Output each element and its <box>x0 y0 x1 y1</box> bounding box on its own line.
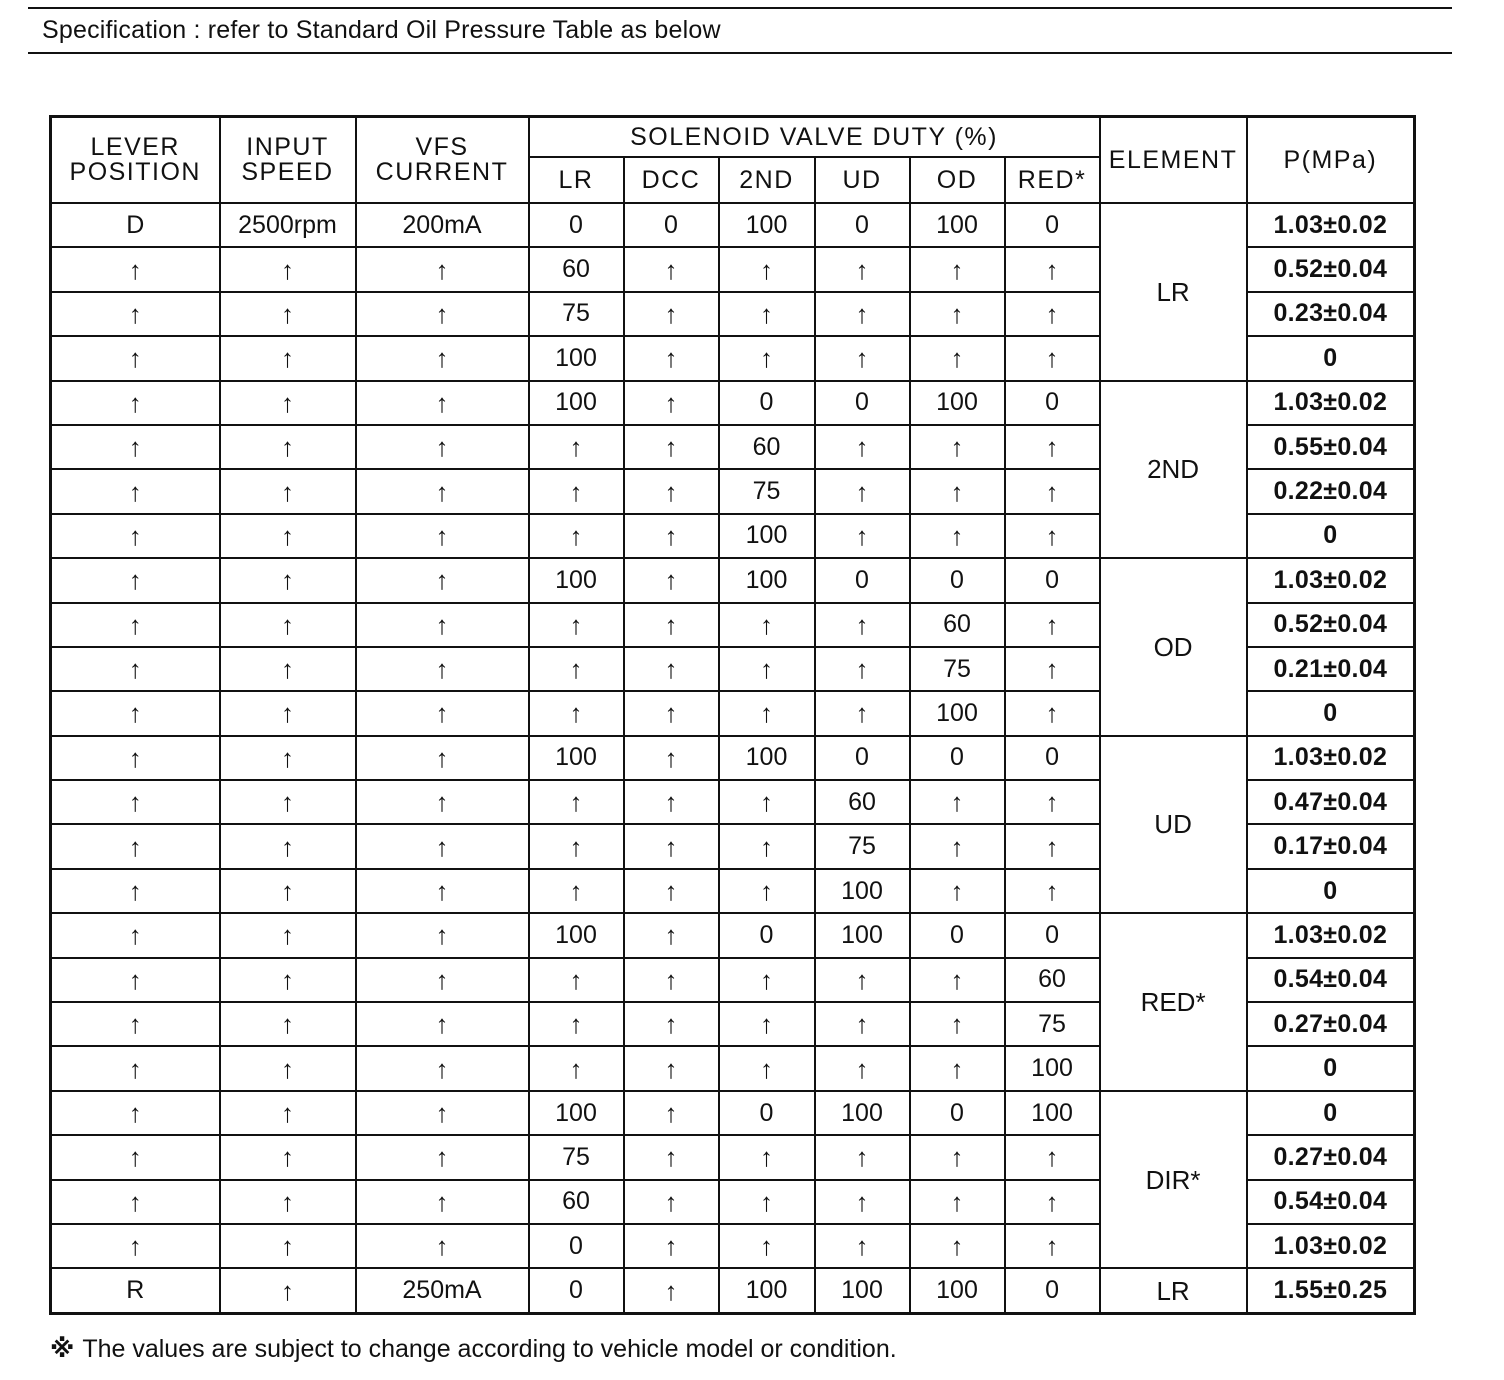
header-solenoid-ud: UD <box>815 157 910 203</box>
pressure-cell: 1.03±0.02 <box>1247 203 1415 247</box>
header-lever-position-label: LEVER POSITION <box>69 133 201 186</box>
pressure-cell: 1.03±0.02 <box>1247 913 1415 957</box>
vfs-current-cell: ↑ <box>356 736 529 780</box>
duty-cell: ↑ <box>719 603 815 647</box>
duty-cell: 0 <box>1005 736 1100 780</box>
header-pressure: P(MPa) <box>1247 117 1415 204</box>
duty-cell: ↑ <box>624 558 719 602</box>
duty-cell: ↑ <box>1005 292 1100 336</box>
duty-cell: ↑ <box>910 247 1005 291</box>
duty-cell: ↑ <box>910 1002 1005 1046</box>
duty-cell: ↑ <box>1005 869 1100 913</box>
duty-cell: 0 <box>529 203 624 247</box>
duty-cell: 100 <box>719 558 815 602</box>
top-rule <box>28 7 1452 9</box>
input-speed-cell: ↑ <box>220 958 356 1002</box>
duty-cell: ↑ <box>624 913 719 957</box>
duty-cell: ↑ <box>815 247 910 291</box>
duty-cell: 100 <box>529 1091 624 1135</box>
input-speed-cell: ↑ <box>220 469 356 513</box>
vfs-current-cell: ↑ <box>356 1224 529 1268</box>
header-solenoid-valve-duty: SOLENOID VALVE DUTY (%) <box>529 117 1100 158</box>
pressure-cell: 1.55±0.25 <box>1247 1268 1415 1313</box>
header-solenoid-2nd: 2ND <box>719 157 815 203</box>
duty-cell: 0 <box>815 736 910 780</box>
duty-cell: ↑ <box>1005 247 1100 291</box>
duty-cell: ↑ <box>910 1135 1005 1179</box>
vfs-current-cell: ↑ <box>356 1135 529 1179</box>
lever-cell: ↑ <box>51 1091 220 1135</box>
duty-cell: 100 <box>910 203 1005 247</box>
duty-cell: ↑ <box>624 647 719 691</box>
duty-cell: ↑ <box>719 1224 815 1268</box>
header-solenoid-lr: LR <box>529 157 624 203</box>
duty-cell: 75 <box>1005 1002 1100 1046</box>
header-solenoid-red: RED* <box>1005 157 1100 203</box>
duty-cell: ↑ <box>1005 1180 1100 1224</box>
pressure-cell: 0.52±0.04 <box>1247 247 1415 291</box>
vfs-current-cell: ↑ <box>356 336 529 380</box>
vfs-current-cell: ↑ <box>356 1002 529 1046</box>
table-body <box>51 203 1415 1313</box>
duty-cell: ↑ <box>624 425 719 469</box>
duty-cell: 100 <box>529 558 624 602</box>
vfs-current-cell: ↑ <box>356 824 529 868</box>
duty-cell: ↑ <box>815 514 910 558</box>
duty-cell: ↑ <box>624 1268 719 1313</box>
oil-pressure-table <box>49 115 1416 1315</box>
duty-cell: ↑ <box>815 425 910 469</box>
duty-cell: 100 <box>719 1268 815 1313</box>
vfs-current-cell: ↑ <box>356 691 529 735</box>
duty-cell: ↑ <box>719 691 815 735</box>
duty-cell: ↑ <box>719 1002 815 1046</box>
duty-cell: ↑ <box>1005 336 1100 380</box>
input-speed-cell: ↑ <box>220 780 356 824</box>
lever-cell: ↑ <box>51 647 220 691</box>
table-row <box>51 203 1415 247</box>
duty-cell: ↑ <box>529 603 624 647</box>
element-cell: RED* <box>1100 913 1247 1091</box>
input-speed-cell: ↑ <box>220 1224 356 1268</box>
duty-cell: 0 <box>529 1268 624 1313</box>
duty-cell: 100 <box>815 869 910 913</box>
vfs-current-cell: ↑ <box>356 913 529 957</box>
input-speed-cell: 2500rpm <box>220 203 356 247</box>
vfs-current-cell: 250mA <box>356 1268 529 1313</box>
lever-cell: ↑ <box>51 913 220 957</box>
duty-cell: ↑ <box>624 869 719 913</box>
pressure-cell: 0.17±0.04 <box>1247 824 1415 868</box>
input-speed-cell: ↑ <box>220 1135 356 1179</box>
duty-cell: ↑ <box>719 1046 815 1090</box>
duty-cell: ↑ <box>719 824 815 868</box>
duty-cell: ↑ <box>815 691 910 735</box>
header-solenoid-od: OD <box>910 157 1005 203</box>
vfs-current-cell: ↑ <box>356 958 529 1002</box>
duty-cell: ↑ <box>1005 691 1100 735</box>
duty-cell: ↑ <box>624 381 719 425</box>
duty-cell: ↑ <box>910 425 1005 469</box>
duty-cell: 0 <box>910 913 1005 957</box>
input-speed-cell: ↑ <box>220 558 356 602</box>
duty-cell: 75 <box>719 469 815 513</box>
element-cell: LR <box>1100 1268 1247 1313</box>
vfs-current-cell: ↑ <box>356 780 529 824</box>
pressure-cell: 0.22±0.04 <box>1247 469 1415 513</box>
pressure-cell: 0.54±0.04 <box>1247 1180 1415 1224</box>
input-speed-cell: ↑ <box>220 247 356 291</box>
input-speed-cell: ↑ <box>220 1046 356 1090</box>
vfs-current-cell: ↑ <box>356 514 529 558</box>
duty-cell: ↑ <box>624 514 719 558</box>
duty-cell: 100 <box>815 1268 910 1313</box>
duty-cell: ↑ <box>1005 514 1100 558</box>
duty-cell: ↑ <box>815 1135 910 1179</box>
duty-cell: ↑ <box>624 469 719 513</box>
lever-cell: ↑ <box>51 425 220 469</box>
duty-cell: ↑ <box>529 958 624 1002</box>
duty-cell: ↑ <box>624 1002 719 1046</box>
input-speed-cell: ↑ <box>220 603 356 647</box>
duty-cell: 75 <box>815 824 910 868</box>
pressure-cell: 0 <box>1247 1046 1415 1090</box>
duty-cell: ↑ <box>624 603 719 647</box>
lever-cell: ↑ <box>51 469 220 513</box>
duty-cell: 0 <box>1005 913 1100 957</box>
duty-cell: 100 <box>529 913 624 957</box>
input-speed-cell: ↑ <box>220 514 356 558</box>
duty-cell: 0 <box>529 1224 624 1268</box>
header-lever-position <box>51 117 220 204</box>
duty-cell: ↑ <box>624 780 719 824</box>
duty-cell: ↑ <box>815 958 910 1002</box>
duty-cell: ↑ <box>624 247 719 291</box>
duty-cell: ↑ <box>1005 1224 1100 1268</box>
vfs-current-cell: ↑ <box>356 247 529 291</box>
duty-cell: 75 <box>529 292 624 336</box>
table-row <box>51 381 1415 425</box>
header-vfs-current <box>356 117 529 204</box>
duty-cell: ↑ <box>815 603 910 647</box>
duty-cell: 0 <box>815 381 910 425</box>
footnote <box>50 1334 897 1364</box>
lever-cell: ↑ <box>51 780 220 824</box>
duty-cell: ↑ <box>1005 425 1100 469</box>
duty-cell: 75 <box>529 1135 624 1179</box>
input-speed-cell: ↑ <box>220 913 356 957</box>
duty-cell: 100 <box>719 736 815 780</box>
vfs-current-cell: ↑ <box>356 1046 529 1090</box>
lever-cell: ↑ <box>51 336 220 380</box>
duty-cell: 0 <box>719 381 815 425</box>
duty-cell: 0 <box>719 1091 815 1135</box>
duty-cell: ↑ <box>719 292 815 336</box>
duty-cell: ↑ <box>624 691 719 735</box>
duty-cell: 100 <box>815 1091 910 1135</box>
duty-cell: ↑ <box>1005 780 1100 824</box>
duty-cell: ↑ <box>815 1180 910 1224</box>
duty-cell: 0 <box>1005 558 1100 602</box>
lever-cell: ↑ <box>51 869 220 913</box>
input-speed-cell: ↑ <box>220 1268 356 1313</box>
table-row <box>51 558 1415 602</box>
pressure-cell: 0.54±0.04 <box>1247 958 1415 1002</box>
duty-cell: ↑ <box>910 869 1005 913</box>
input-speed-cell: ↑ <box>220 1091 356 1135</box>
pressure-cell: 0 <box>1247 336 1415 380</box>
duty-cell: ↑ <box>719 247 815 291</box>
pressure-cell: 0.23±0.04 <box>1247 292 1415 336</box>
duty-cell: ↑ <box>1005 469 1100 513</box>
pressure-cell: 0.55±0.04 <box>1247 425 1415 469</box>
duty-cell: 100 <box>910 1268 1005 1313</box>
lever-cell: ↑ <box>51 824 220 868</box>
duty-cell: 100 <box>719 514 815 558</box>
pressure-cell: 0 <box>1247 514 1415 558</box>
vfs-current-cell: ↑ <box>356 1091 529 1135</box>
input-speed-cell: ↑ <box>220 647 356 691</box>
duty-cell: ↑ <box>529 647 624 691</box>
note-mark-icon: ※ <box>50 1335 75 1363</box>
duty-cell: ↑ <box>624 292 719 336</box>
lever-cell: ↑ <box>51 1224 220 1268</box>
duty-cell: ↑ <box>624 958 719 1002</box>
input-speed-cell: ↑ <box>220 381 356 425</box>
pressure-cell: 1.03±0.02 <box>1247 736 1415 780</box>
lever-cell: ↑ <box>51 1002 220 1046</box>
duty-cell: ↑ <box>624 1180 719 1224</box>
element-cell: OD <box>1100 558 1247 736</box>
duty-cell: 75 <box>910 647 1005 691</box>
duty-cell: ↑ <box>815 1046 910 1090</box>
duty-cell: ↑ <box>910 1046 1005 1090</box>
duty-cell: 0 <box>910 736 1005 780</box>
lever-cell: R <box>51 1268 220 1313</box>
element-cell: LR <box>1100 203 1247 381</box>
duty-cell: ↑ <box>1005 1135 1100 1179</box>
pressure-cell: 0.47±0.04 <box>1247 780 1415 824</box>
vfs-current-cell: ↑ <box>356 603 529 647</box>
duty-cell: 0 <box>1005 1268 1100 1313</box>
duty-cell: 0 <box>910 558 1005 602</box>
duty-cell: ↑ <box>529 1046 624 1090</box>
duty-cell: 60 <box>1005 958 1100 1002</box>
table-row <box>51 1268 1415 1313</box>
duty-cell: 100 <box>910 381 1005 425</box>
duty-cell: ↑ <box>815 292 910 336</box>
table-row <box>51 913 1415 957</box>
duty-cell: ↑ <box>815 647 910 691</box>
lever-cell: ↑ <box>51 691 220 735</box>
duty-cell: ↑ <box>815 1002 910 1046</box>
duty-cell: ↑ <box>910 469 1005 513</box>
lever-cell: ↑ <box>51 736 220 780</box>
duty-cell: ↑ <box>624 336 719 380</box>
duty-cell: ↑ <box>529 691 624 735</box>
duty-cell: ↑ <box>529 1002 624 1046</box>
vfs-current-cell: ↑ <box>356 647 529 691</box>
input-speed-cell: ↑ <box>220 425 356 469</box>
vfs-current-cell: ↑ <box>356 381 529 425</box>
vfs-current-cell: 200mA <box>356 203 529 247</box>
header-input-speed <box>220 117 356 204</box>
pressure-cell: 0.27±0.04 <box>1247 1002 1415 1046</box>
pressure-cell: 0 <box>1247 691 1415 735</box>
duty-cell: ↑ <box>719 1135 815 1179</box>
duty-cell: ↑ <box>910 514 1005 558</box>
input-speed-cell: ↑ <box>220 736 356 780</box>
duty-cell: 0 <box>815 558 910 602</box>
lever-cell: ↑ <box>51 603 220 647</box>
lever-cell: ↑ <box>51 1135 220 1179</box>
lever-cell: ↑ <box>51 1046 220 1090</box>
lever-cell: ↑ <box>51 958 220 1002</box>
pressure-cell: 0.52±0.04 <box>1247 603 1415 647</box>
duty-cell: ↑ <box>910 292 1005 336</box>
duty-cell: ↑ <box>910 780 1005 824</box>
header-input-speed-label: INPUT SPEED <box>241 133 334 186</box>
lever-cell: ↑ <box>51 558 220 602</box>
duty-cell: 60 <box>529 247 624 291</box>
input-speed-cell: ↑ <box>220 691 356 735</box>
pressure-cell: 1.03±0.02 <box>1247 558 1415 602</box>
duty-cell: ↑ <box>529 425 624 469</box>
duty-cell: ↑ <box>1005 647 1100 691</box>
duty-cell: 100 <box>910 691 1005 735</box>
specification-line: Specification : refer to Standard Oil Pressure Table as below <box>42 16 721 44</box>
duty-cell: 100 <box>529 736 624 780</box>
input-speed-cell: ↑ <box>220 1002 356 1046</box>
duty-cell: 0 <box>1005 381 1100 425</box>
duty-cell: 60 <box>529 1180 624 1224</box>
duty-cell: ↑ <box>529 824 624 868</box>
pressure-cell: 1.03±0.02 <box>1247 381 1415 425</box>
input-speed-cell: ↑ <box>220 336 356 380</box>
vfs-current-cell: ↑ <box>356 469 529 513</box>
duty-cell: ↑ <box>624 1091 719 1135</box>
duty-cell: ↑ <box>910 824 1005 868</box>
footnote-text: The values are subject to change according to vehicle model or condition. <box>82 1335 897 1363</box>
header-element: ELEMENT <box>1100 117 1247 204</box>
duty-cell: 100 <box>529 336 624 380</box>
pressure-cell: 0 <box>1247 869 1415 913</box>
duty-cell: ↑ <box>529 869 624 913</box>
duty-cell: 0 <box>815 203 910 247</box>
element-cell: UD <box>1100 736 1247 914</box>
duty-cell: ↑ <box>624 1224 719 1268</box>
pressure-cell: 0.21±0.04 <box>1247 647 1415 691</box>
duty-cell: 0 <box>1005 203 1100 247</box>
vfs-current-cell: ↑ <box>356 292 529 336</box>
vfs-current-cell: ↑ <box>356 1180 529 1224</box>
duty-cell: ↑ <box>1005 824 1100 868</box>
duty-cell: 0 <box>624 203 719 247</box>
duty-cell: ↑ <box>529 469 624 513</box>
duty-cell: 100 <box>1005 1091 1100 1135</box>
duty-cell: ↑ <box>624 824 719 868</box>
duty-cell: 100 <box>815 913 910 957</box>
duty-cell: ↑ <box>529 514 624 558</box>
duty-cell: ↑ <box>910 1224 1005 1268</box>
input-speed-cell: ↑ <box>220 869 356 913</box>
duty-cell: ↑ <box>719 647 815 691</box>
duty-cell: ↑ <box>624 1135 719 1179</box>
vfs-current-cell: ↑ <box>356 425 529 469</box>
duty-cell: 60 <box>815 780 910 824</box>
table-row <box>51 736 1415 780</box>
duty-cell: ↑ <box>815 336 910 380</box>
input-speed-cell: ↑ <box>220 1180 356 1224</box>
duty-cell: ↑ <box>624 1046 719 1090</box>
duty-cell: ↑ <box>815 469 910 513</box>
table-row <box>51 1091 1415 1135</box>
pressure-cell: 1.03±0.02 <box>1247 1224 1415 1268</box>
duty-cell: ↑ <box>529 780 624 824</box>
duty-cell: ↑ <box>719 958 815 1002</box>
duty-cell: 100 <box>529 381 624 425</box>
header-vfs-current-label: VFS CURRENT <box>375 133 509 186</box>
duty-cell: ↑ <box>719 780 815 824</box>
element-cell: DIR* <box>1100 1091 1247 1269</box>
duty-cell: 100 <box>719 203 815 247</box>
duty-cell: ↑ <box>910 336 1005 380</box>
duty-cell: ↑ <box>910 1180 1005 1224</box>
duty-cell: 60 <box>910 603 1005 647</box>
bottom-rule <box>28 52 1452 54</box>
duty-cell: ↑ <box>910 958 1005 1002</box>
lever-cell: ↑ <box>51 514 220 558</box>
duty-cell: ↑ <box>1005 603 1100 647</box>
header-solenoid-dcc: DCC <box>624 157 719 203</box>
input-speed-cell: ↑ <box>220 824 356 868</box>
lever-cell: ↑ <box>51 247 220 291</box>
duty-cell: ↑ <box>624 736 719 780</box>
input-speed-cell: ↑ <box>220 292 356 336</box>
duty-cell: ↑ <box>719 869 815 913</box>
duty-cell: ↑ <box>719 336 815 380</box>
duty-cell: 100 <box>1005 1046 1100 1090</box>
lever-cell: D <box>51 203 220 247</box>
element-cell: 2ND <box>1100 381 1247 559</box>
pressure-cell: 0.27±0.04 <box>1247 1135 1415 1179</box>
duty-cell: ↑ <box>719 1180 815 1224</box>
duty-cell: ↑ <box>815 1224 910 1268</box>
lever-cell: ↑ <box>51 381 220 425</box>
lever-cell: ↑ <box>51 1180 220 1224</box>
duty-cell: 0 <box>719 913 815 957</box>
duty-cell: 60 <box>719 425 815 469</box>
vfs-current-cell: ↑ <box>356 869 529 913</box>
vfs-current-cell: ↑ <box>356 558 529 602</box>
lever-cell: ↑ <box>51 292 220 336</box>
pressure-cell: 0 <box>1247 1091 1415 1135</box>
duty-cell: 0 <box>910 1091 1005 1135</box>
